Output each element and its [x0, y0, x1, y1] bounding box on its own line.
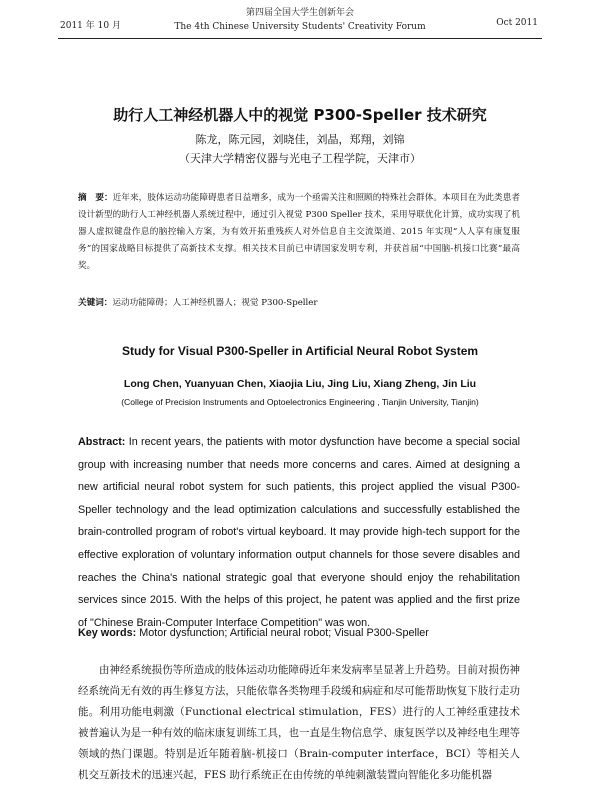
abstract-cn-label: 摘 要： [78, 193, 113, 203]
abstract-en-text: In recent years, the patients with motor dysfunction have become a special social group with increasing number that needs more concerns and cares. Aimed at designing a new artificial neural robot system for such patients, this project applied the visual P300-Speller technology and the lead optimization calculations and successfully established the brain-controlled program of robot's virtual keyboard. It may provide high-tech support for the effective exploration of voluntary information output channels for those severe disables and reaches the China's national strategic goal that everyone should enjoy the rehabilitation services since 2015. With the helps of this project, he patent was applied and the first prize of "Chinese Brain-Computer Interface Competition" was won. [78, 436, 520, 629]
paper-title-en: Study for Visual P300-Speller in Artificial Neural Robot System [121, 344, 479, 358]
running-header [0, 4, 600, 38]
authors-en: Long Chen, Yuanyuan Chen, Xiaojia Liu, Jing Liu, Xiang Zheng, Jin Liu [123, 378, 477, 390]
abstract-cn-text: 近年来，肢体运动功能障碍患者日益增多，成为一个亟需关注和照顾的特殊社会群体。本项目在为此类患者设计新型的助行人工神经机器人系统过程中，通过引入视觉 P300 Speller 技术，采用导联优化计算，成功实现了机器人虚拟键盘作息的脑控输入方案，为有效开拓重残疾人对外信息自主交流渠道、2015 年实现“人人享有康复服务”的国家战略目标提供了高新技术支撑。相关技术目前已申请国家发明专利，并获首届“中国脑-机接口比赛”最高奖。 [78, 193, 520, 271]
keywords-en [78, 627, 520, 639]
header-rule [58, 38, 542, 39]
keywords-en-text: Motor dysfunction; Artificial neural robot; Visual P300-Speller [136, 627, 429, 639]
keywords-cn [78, 296, 520, 308]
keywords-en-label: Key words: [78, 627, 137, 639]
header-conference-cn: 第四届全国大学生创新年会 [245, 8, 354, 18]
header-conference-en: The 4th Chinese University Students' Creativity Forum [174, 22, 426, 32]
authors-cn: 陈龙，陈元园，刘晓佳，刘晶，郑翔，刘锦 [195, 133, 405, 146]
header-date-en: Oct 2011 [496, 18, 538, 28]
body-paragraph: 由神经系统损伤等所造成的肢体运动功能障碍近年来发病率呈显著上升趋势。目前对损伤神经系统尚无有效的再生修复方法，只能依靠各类物理手段缓和病症和尽可能帮助恢复下肢行走功能。利用功能电刺激（Functional electrical stimulation，FES）进行的人工神经重建技术被普遍认为是一种有效的临床康复训练工具，也一直是生物信息学、康复医学以及神经电生理等领域的热门课题。特别是近年随着脑-机接口（Brain-computer interface，BCI）等相关人机交互新技术的迅速兴起，FES 助行系统正在由传统的单纯刺激装置向智能化多功能机器 [78, 664, 520, 781]
header-date: 2011 年 10 月 [60, 21, 121, 31]
abstract-en [78, 431, 520, 634]
keywords-cn-label: 关键词： [78, 298, 113, 308]
paper-title-cn: 助行人工神经机器人中的视觉 P300-Speller 技术研究 [113, 106, 487, 124]
keywords-cn-text: 运动功能障碍；人工神经机器人；视觉 P300-Speller [112, 298, 318, 308]
abstract-en-label: Abstract: [78, 436, 126, 448]
affiliation-cn: （天津大学精密仪器与光电子工程学院，天津市） [179, 152, 421, 165]
header-conference [170, 6, 430, 34]
abstract-cn [78, 190, 520, 275]
affiliation-en: (College of Precision Instruments and Optoelectronics Engineering , Tianjin University, Tianjin) [121, 397, 479, 407]
